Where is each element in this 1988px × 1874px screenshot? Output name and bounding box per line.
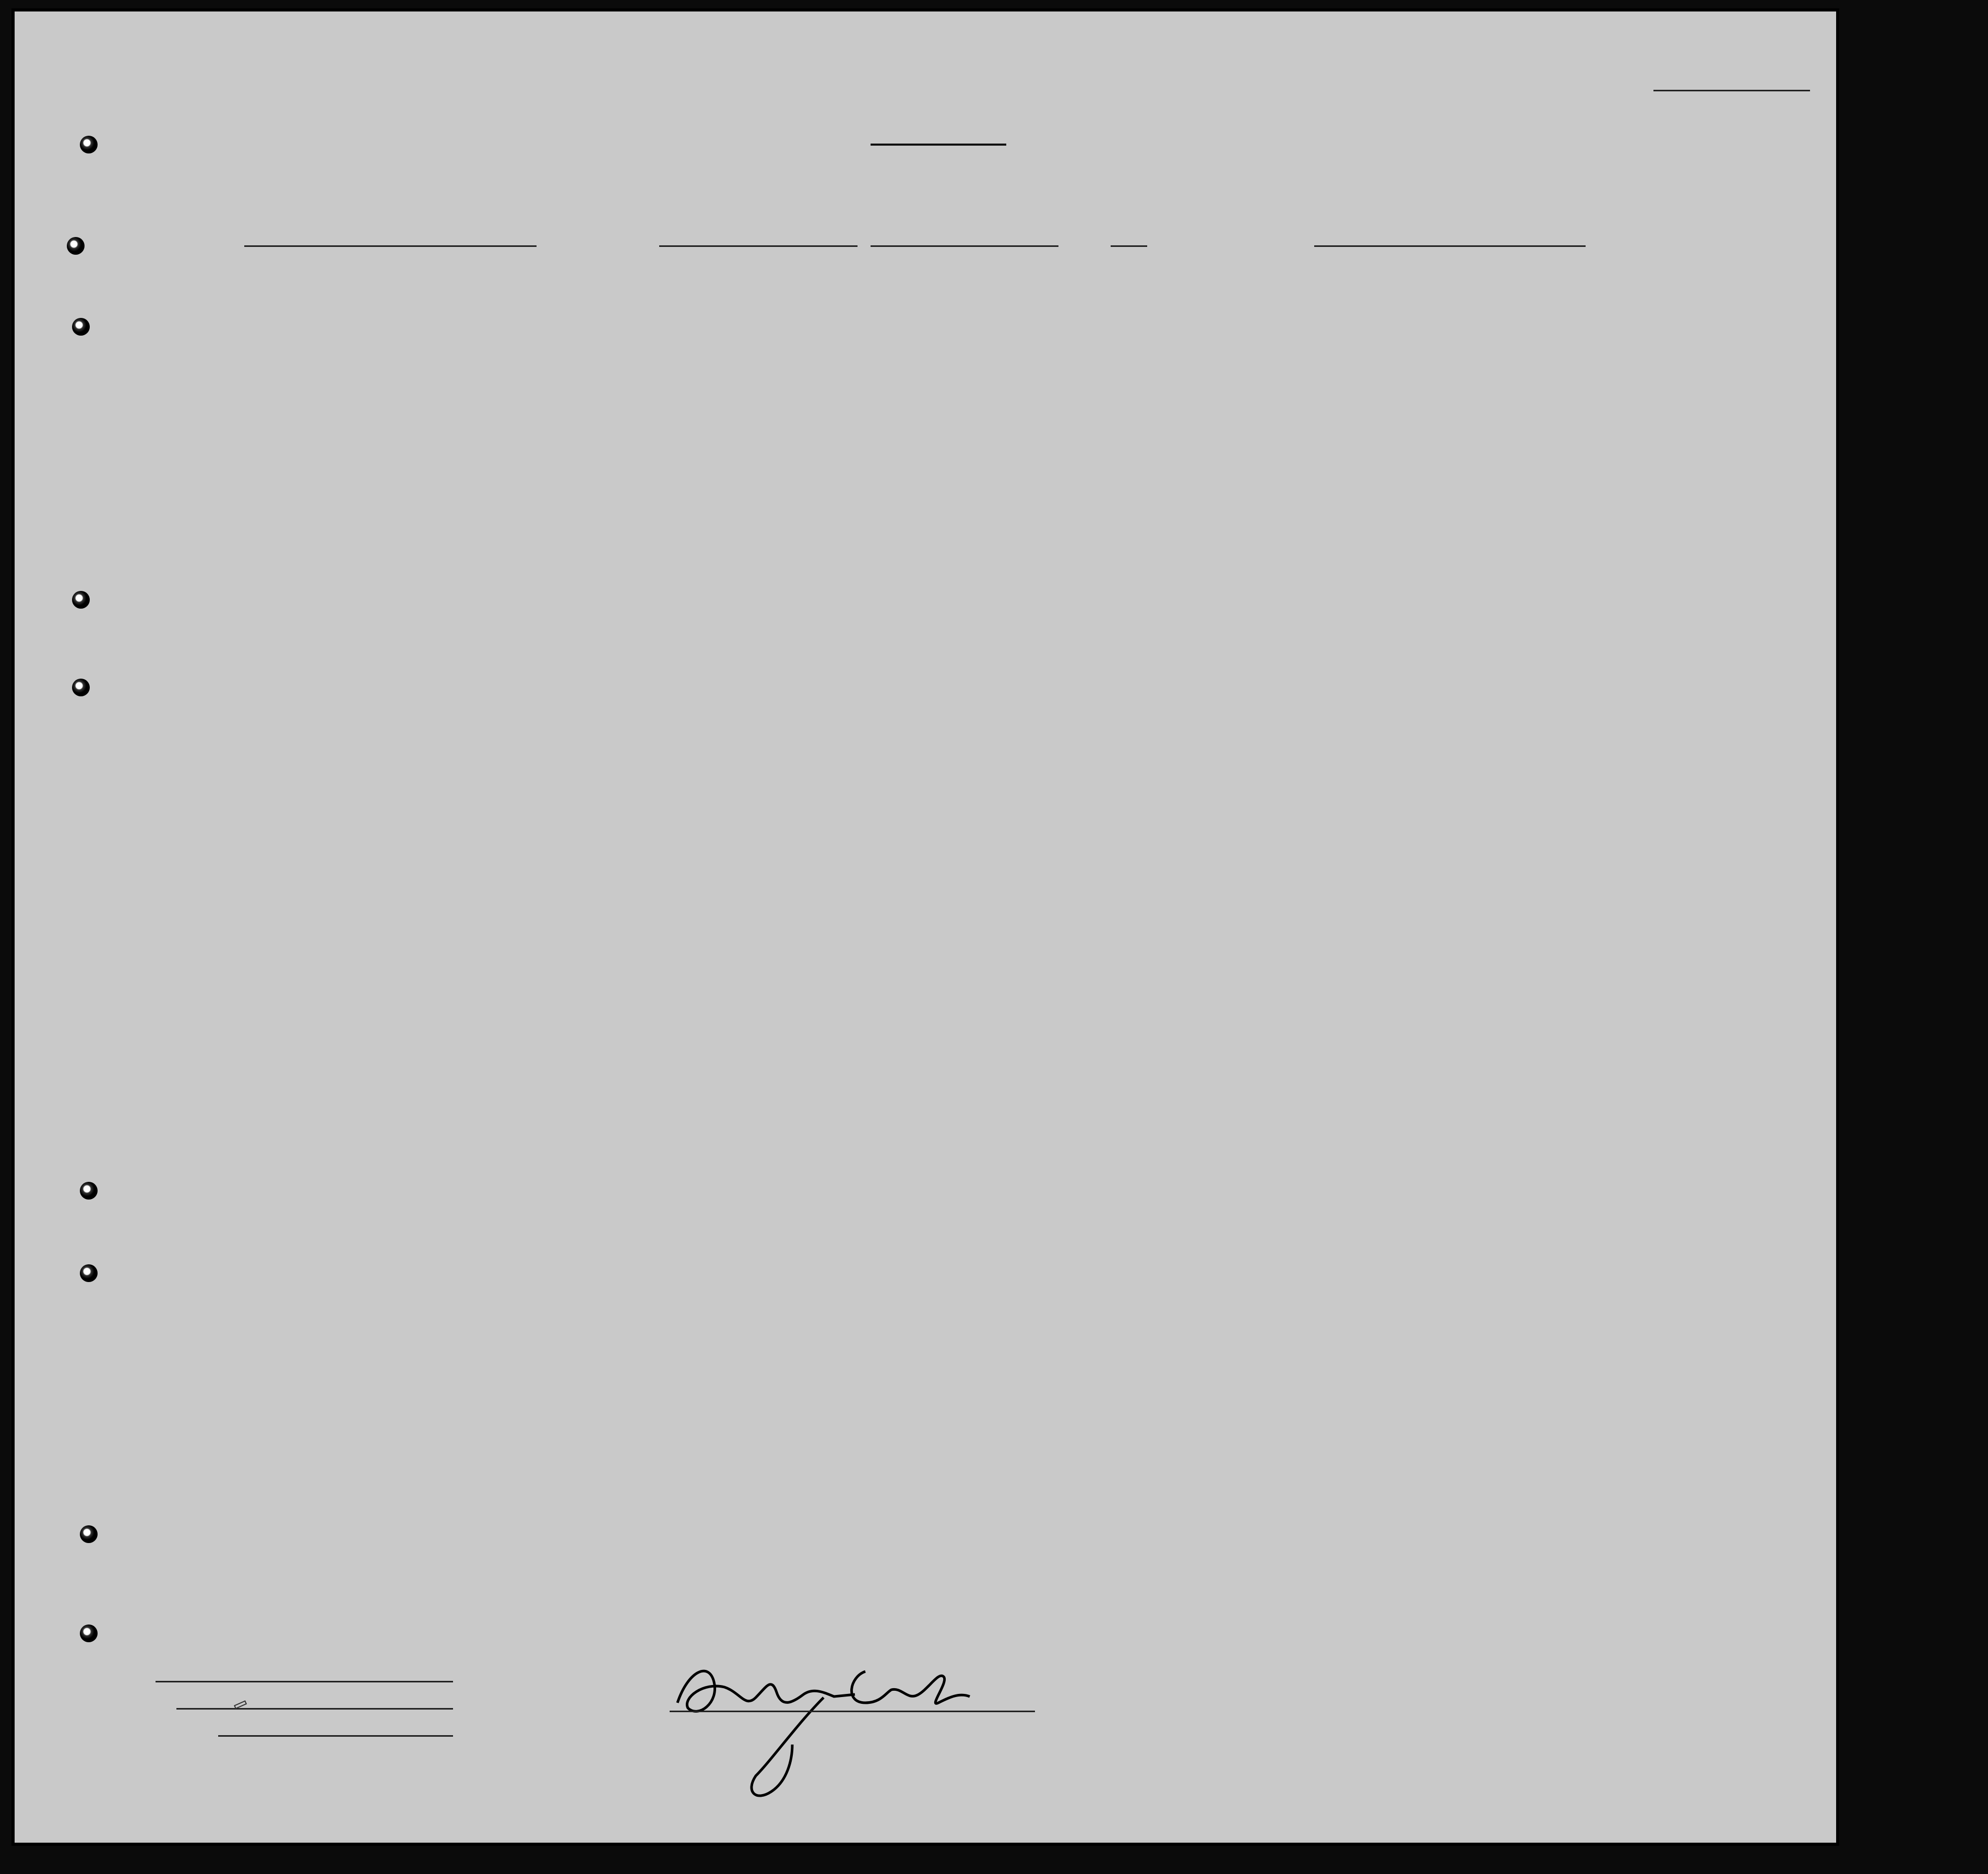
line-underline [156,1681,453,1682]
owners-underline [176,1708,453,1710]
inspector-line [670,1711,1035,1712]
punch-hole [72,591,90,609]
punch-hole [72,318,90,336]
punch-hole [80,1264,98,1282]
year-line [1111,245,1147,247]
from-port-line [1314,245,1586,247]
title-rule [871,144,1006,146]
inspector-signature [667,1640,1001,1818]
manifest-sheet [15,11,1836,1843]
arriving-line [659,245,858,247]
punch-hole [80,1525,98,1543]
vessel-name-line [244,245,537,247]
punch-hole [80,1182,98,1200]
date-line [871,245,1058,247]
sheet-number-line [1653,90,1810,91]
punch-hole [67,237,85,255]
punch-hole [80,136,98,153]
punch-hole [72,679,90,696]
local-agents-underline [218,1735,453,1737]
punch-hole [80,1624,98,1642]
